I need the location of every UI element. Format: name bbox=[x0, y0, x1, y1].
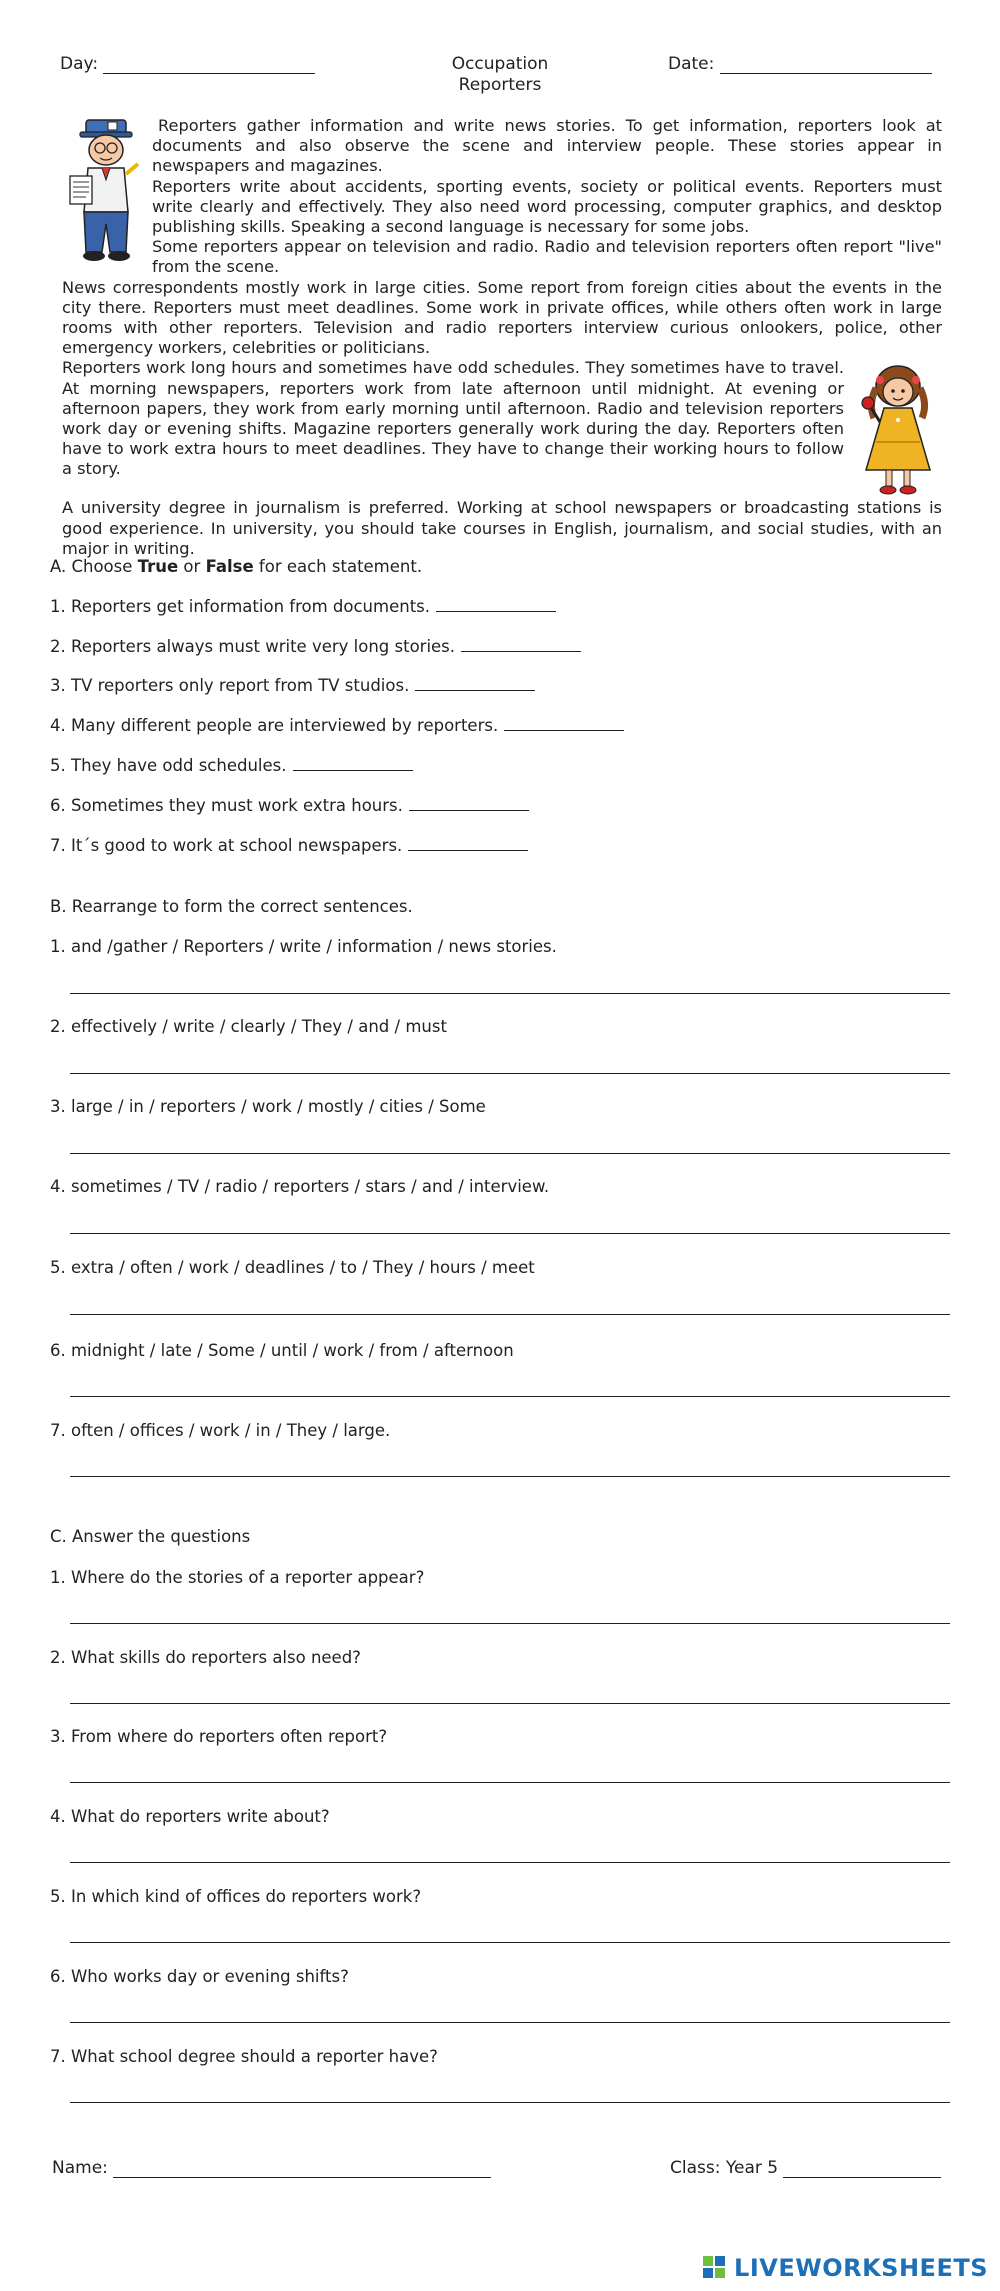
rearrange-prompt: 2. effectively / write / clearly / They / and / must bbox=[50, 1017, 447, 1036]
liveworksheets-logo-icon bbox=[702, 2255, 728, 2281]
title-occupation: Occupation bbox=[451, 54, 549, 74]
true-false-item bbox=[50, 756, 413, 775]
question-text: 4. What do reporters write about? bbox=[50, 1807, 330, 1826]
statement-text: 1. Reporters get information from documents. bbox=[50, 597, 431, 616]
section-a-title bbox=[50, 557, 422, 576]
answer-line[interactable] bbox=[70, 1942, 950, 1943]
statement-text: 6. Sometimes they must work extra hours. bbox=[50, 796, 403, 815]
class-blank[interactable] bbox=[783, 2161, 941, 2178]
statement-text: 3. TV reporters only report from TV studios. bbox=[50, 676, 410, 695]
reporter-girl-illustration bbox=[850, 358, 942, 498]
statement-text: 7. It´s good to work at school newspapers. bbox=[50, 836, 403, 855]
name-label: Name: bbox=[52, 2158, 108, 2178]
reporter-boy-illustration bbox=[64, 116, 146, 266]
question-text: 5. In which kind of offices do reporters work? bbox=[50, 1887, 422, 1906]
reading-paragraph: News correspondents mostly work in large cities. Some report from foreign cities about the events in the city there. Reporters must meet deadlines. Some work in private offices, while others often work in large rooms with other reporters. Television and radio reporters interview curious onlookers, police, other emergency workers, celebrities or politicians. bbox=[62, 277, 942, 358]
answer-line[interactable] bbox=[70, 1396, 950, 1397]
answer-line[interactable] bbox=[70, 1623, 950, 1624]
answer-blank[interactable] bbox=[436, 597, 556, 612]
true-false-item bbox=[50, 716, 624, 735]
true-word: True bbox=[137, 557, 179, 576]
class-field bbox=[670, 2158, 941, 2178]
question-text: 2. What skills do reporters also need? bbox=[50, 1648, 361, 1667]
day-blank[interactable] bbox=[103, 57, 315, 74]
answer-line[interactable] bbox=[70, 1314, 950, 1315]
reporter-boy-icon bbox=[64, 116, 146, 266]
question-text: 3. From where do reporters often report? bbox=[50, 1727, 388, 1746]
question-text: 7. What school degree should a reporter have? bbox=[50, 2047, 438, 2066]
day-label: Day: bbox=[60, 54, 99, 74]
page-title bbox=[420, 54, 580, 96]
name-blank[interactable] bbox=[113, 2161, 491, 2178]
answer-line[interactable] bbox=[70, 1153, 950, 1154]
reading-paragraph: Reporters work long hours and sometimes have odd schedules. They sometimes have to travel. At morning newspapers, reporters work from late afternoon until midnight. At evening or afternoon papers, they work from early morning until afternoon. Radio and television reporters work day or evening shifts. Magazine reporters generally work during the day. Reporters often have to work extra hours to meet deadlines. They have to change their working hours to follow a story. bbox=[62, 358, 844, 479]
reporter-girl-icon bbox=[850, 358, 942, 498]
answer-blank[interactable] bbox=[408, 836, 528, 851]
reading-paragraph: Reporters write about accidents, sporting events, society or political events. Reporters must write clearly and effectively. They also need word processing, computer graphics, and desktop publishing skills. Speaking a second language is necessary for some jobs. bbox=[152, 176, 942, 237]
rearrange-prompt: 1. and /gather / Reporters / write / information / news stories. bbox=[50, 937, 557, 956]
reading-paragraph: Reporters gather information and write news stories. To get information, reporters look at documents and also observe the scene and interview people. These stories appear in newspapers and magazines. bbox=[152, 116, 942, 176]
statement-text: 5. They have odd schedules. bbox=[50, 756, 287, 775]
answer-blank[interactable] bbox=[461, 637, 581, 652]
true-false-item bbox=[50, 637, 581, 656]
answer-blank[interactable] bbox=[409, 796, 529, 811]
name-field bbox=[52, 2158, 491, 2178]
answer-line[interactable] bbox=[70, 1703, 950, 1704]
rearrange-prompt: 6. midnight / late / Some / until / work / from / afternoon bbox=[50, 1341, 514, 1360]
true-false-item bbox=[50, 676, 535, 695]
answer-blank[interactable] bbox=[504, 716, 624, 731]
true-false-item bbox=[50, 796, 529, 815]
section-a-intro-post: for each statement. bbox=[253, 557, 423, 576]
question-text: 6. Who works day or evening shifts? bbox=[50, 1967, 349, 1986]
answer-line[interactable] bbox=[70, 2102, 950, 2103]
answer-line[interactable] bbox=[70, 1862, 950, 1863]
answer-blank[interactable] bbox=[293, 756, 413, 771]
logo-text: LIVEWORKSHEETS bbox=[734, 2254, 988, 2282]
statement-text: 4. Many different people are interviewed by reporters. bbox=[50, 716, 499, 735]
statement-text: 2. Reporters always must write very long stories. bbox=[50, 637, 456, 656]
date-label: Date: bbox=[668, 54, 715, 74]
false-word: False bbox=[205, 557, 254, 576]
answer-line[interactable] bbox=[70, 1233, 950, 1234]
liveworksheets-logo bbox=[702, 2254, 988, 2282]
section-c-title: C. Answer the questions bbox=[50, 1527, 251, 1546]
section-a-intro: A. Choose bbox=[50, 557, 138, 576]
reading-paragraph: Some reporters appear on television and radio. Radio and television reporters often report "live" from the scene. bbox=[152, 237, 942, 277]
date-field bbox=[668, 54, 932, 74]
rearrange-prompt: 7. often / offices / work / in / They / large. bbox=[50, 1421, 391, 1440]
rearrange-prompt: 4. sometimes / TV / radio / reporters / stars / and / interview. bbox=[50, 1177, 550, 1196]
title-reporters: Reporters bbox=[458, 75, 542, 95]
rearrange-prompt: 3. large / in / reporters / work / mostly / cities / Some bbox=[50, 1097, 486, 1116]
reading-passage bbox=[62, 116, 942, 559]
rearrange-prompt: 5. extra / often / work / deadlines / to / They / hours / meet bbox=[50, 1258, 535, 1277]
reading-paragraph: A university degree in journalism is preferred. Working at school newspapers or broadcasting stations is good experience. In university, you should take courses in English, journalism, and social studies, with an major in writing. bbox=[62, 498, 942, 558]
answer-line[interactable] bbox=[70, 1073, 950, 1074]
true-false-item bbox=[50, 597, 556, 616]
section-a-intro-mid: or bbox=[178, 557, 206, 576]
true-false-item bbox=[50, 836, 528, 855]
question-text: 1. Where do the stories of a reporter appear? bbox=[50, 1568, 425, 1587]
answer-line[interactable] bbox=[70, 2022, 950, 2023]
answer-line[interactable] bbox=[70, 993, 950, 994]
section-b-title: B. Rearrange to form the correct sentences. bbox=[50, 897, 413, 916]
answer-line[interactable] bbox=[70, 1476, 950, 1477]
date-blank[interactable] bbox=[720, 57, 932, 74]
answer-blank[interactable] bbox=[415, 676, 535, 691]
day-field bbox=[60, 54, 315, 74]
class-label: Class: Year 5 bbox=[670, 2158, 779, 2178]
answer-line[interactable] bbox=[70, 1782, 950, 1783]
